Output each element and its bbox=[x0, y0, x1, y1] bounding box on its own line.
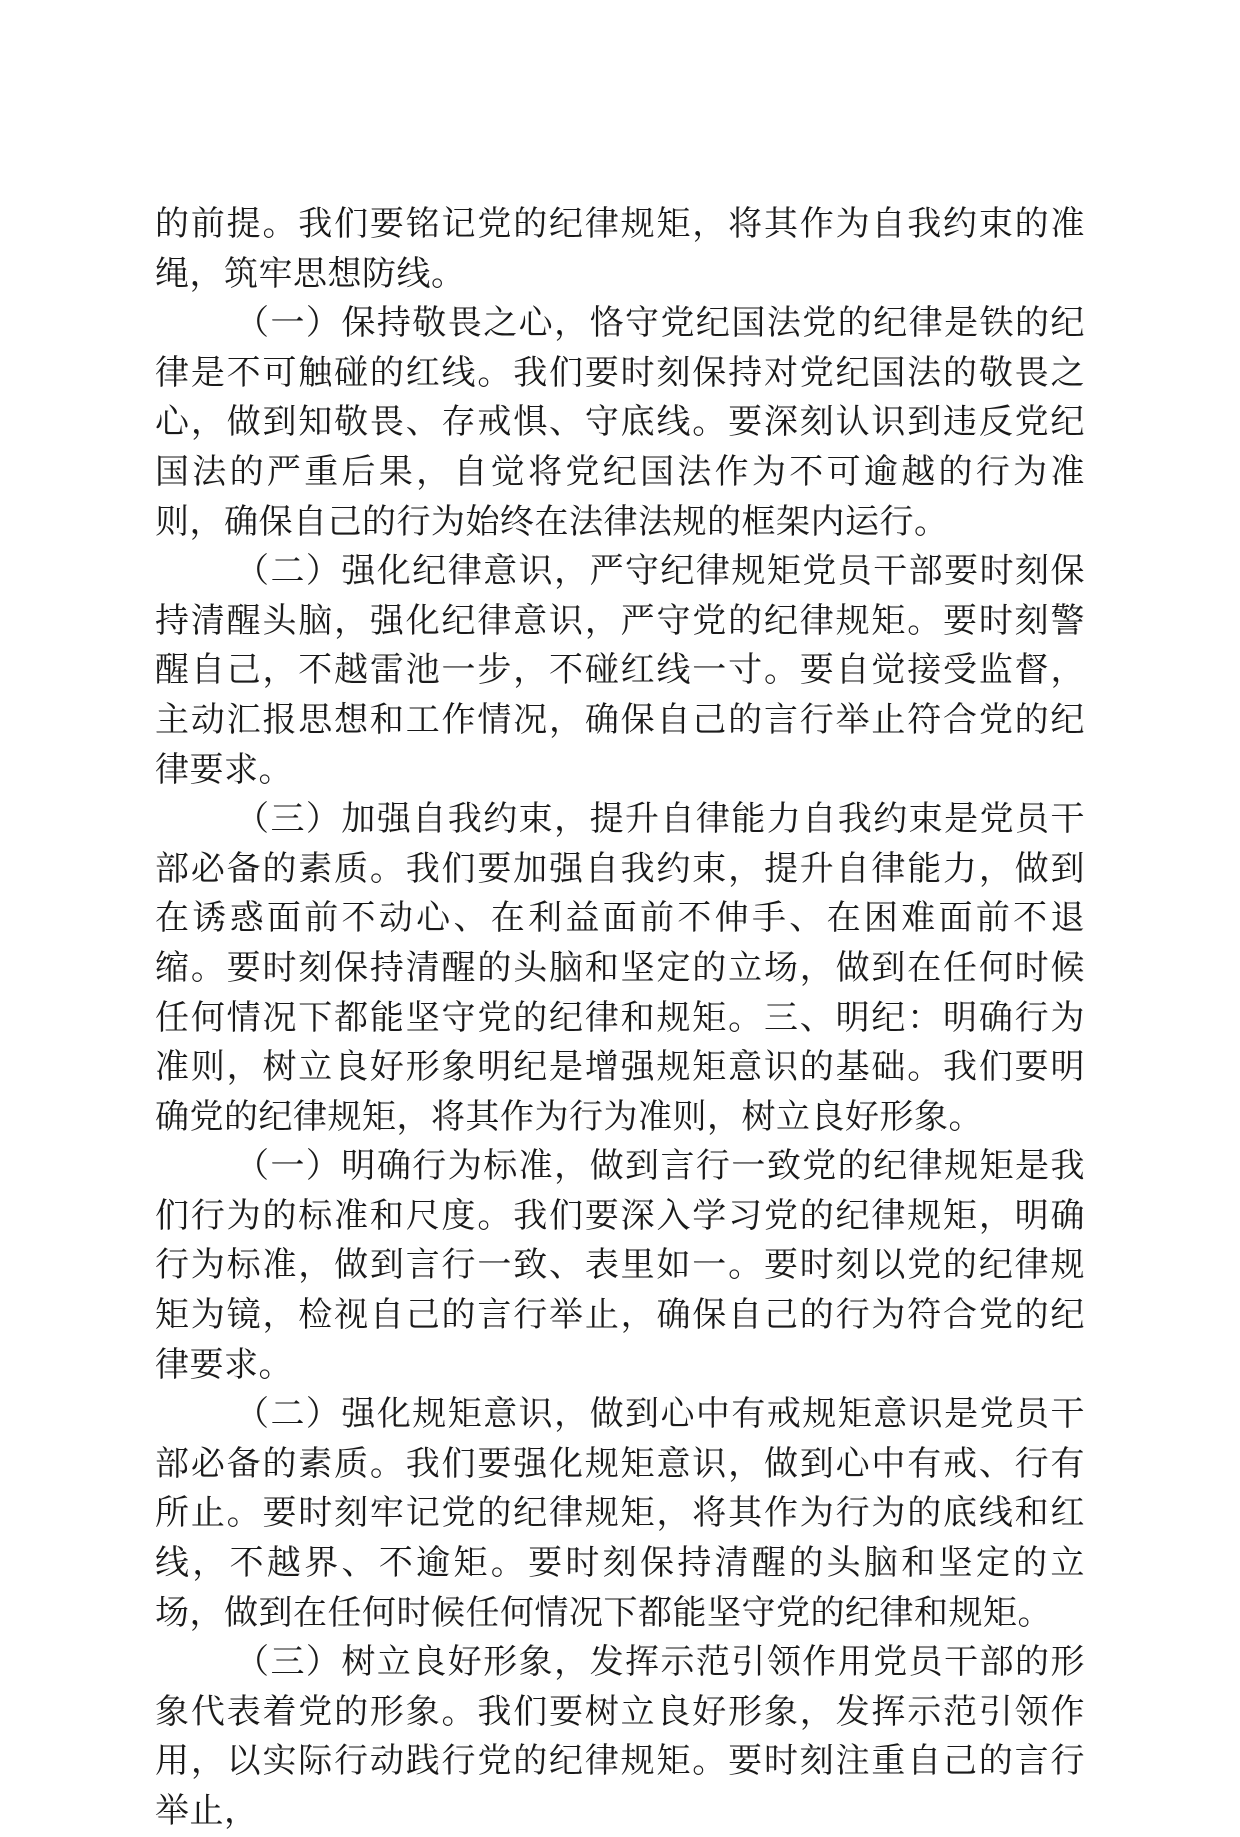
paragraph: （三）加强自我约束，提升自律能力自我约束是党员干部必备的素质。我们要加强自我约束，提升自律能力，做到在诱惑面前不动心、在利益面前不伸手、在困难面前不退缩。要时刻保持清醒的头脑和坚定的立场，做到在任何时候任何情况下都能坚守党的纪律和规矩。三、明纪：明确行为准则，树立良好形象明纪是增强规矩意识的基础。我们要明确党的纪律规矩，将其作为行为准则，树立良好形象。 bbox=[155, 799, 1085, 1137]
paragraph: 的前提。我们要铭记党的纪律规矩，将其作为自我约束的准绳，筑牢思想防线。 bbox=[155, 204, 1085, 294]
document-body bbox=[155, 200, 1085, 1837]
paragraph: （一）明确行为标准，做到言行一致党的纪律规矩是我们行为的标准和尺度。我们要深入学习党的纪律规矩，明确行为标准，做到言行一致、表里如一。要时刻以党的纪律规矩为镜，检视自己的言行举止，确保自己的行为符合党的纪律要求。 bbox=[155, 1146, 1085, 1385]
paragraph: （二）强化规矩意识，做到心中有戒规矩意识是党员干部必备的素质。我们要强化规矩意识，做到心中有戒、行有所止。要时刻牢记党的纪律规矩，将其作为行为的底线和红线，不越界、不逾矩。要时刻保持清醒的头脑和坚定的立场，做到在任何时候任何情况下都能坚守党的纪律和规矩。 bbox=[155, 1394, 1085, 1633]
paragraph: （二）强化纪律意识，严守纪律规矩党员干部要时刻保持清醒头脑，强化纪律意识，严守党的纪律规矩。要时刻警醒自己，不越雷池一步，不碰红线一寸。要自觉接受监督，主动汇报思想和工作情况，确保自己的言行举止符合党的纪律要求。 bbox=[155, 551, 1085, 790]
paragraph: （一）保持敬畏之心，恪守党纪国法党的纪律是铁的纪律是不可触碰的红线。我们要时刻保持对党纪国法的敬畏之心，做到知敬畏、存戒惧、守底线。要深刻认识到违反党纪国法的严重后果，自觉将党纪国法作为不可逾越的行为准则，确保自己的行为始终在法律法规的框架内运行。 bbox=[155, 303, 1085, 542]
paragraph: （三）树立良好形象，发挥示范引领作用党员干部的形象代表着党的形象。我们要树立良好形象，发挥示范引领作用，以实际行动践行党的纪律规矩。要时刻注重自己的言行举止， bbox=[155, 1642, 1085, 1831]
